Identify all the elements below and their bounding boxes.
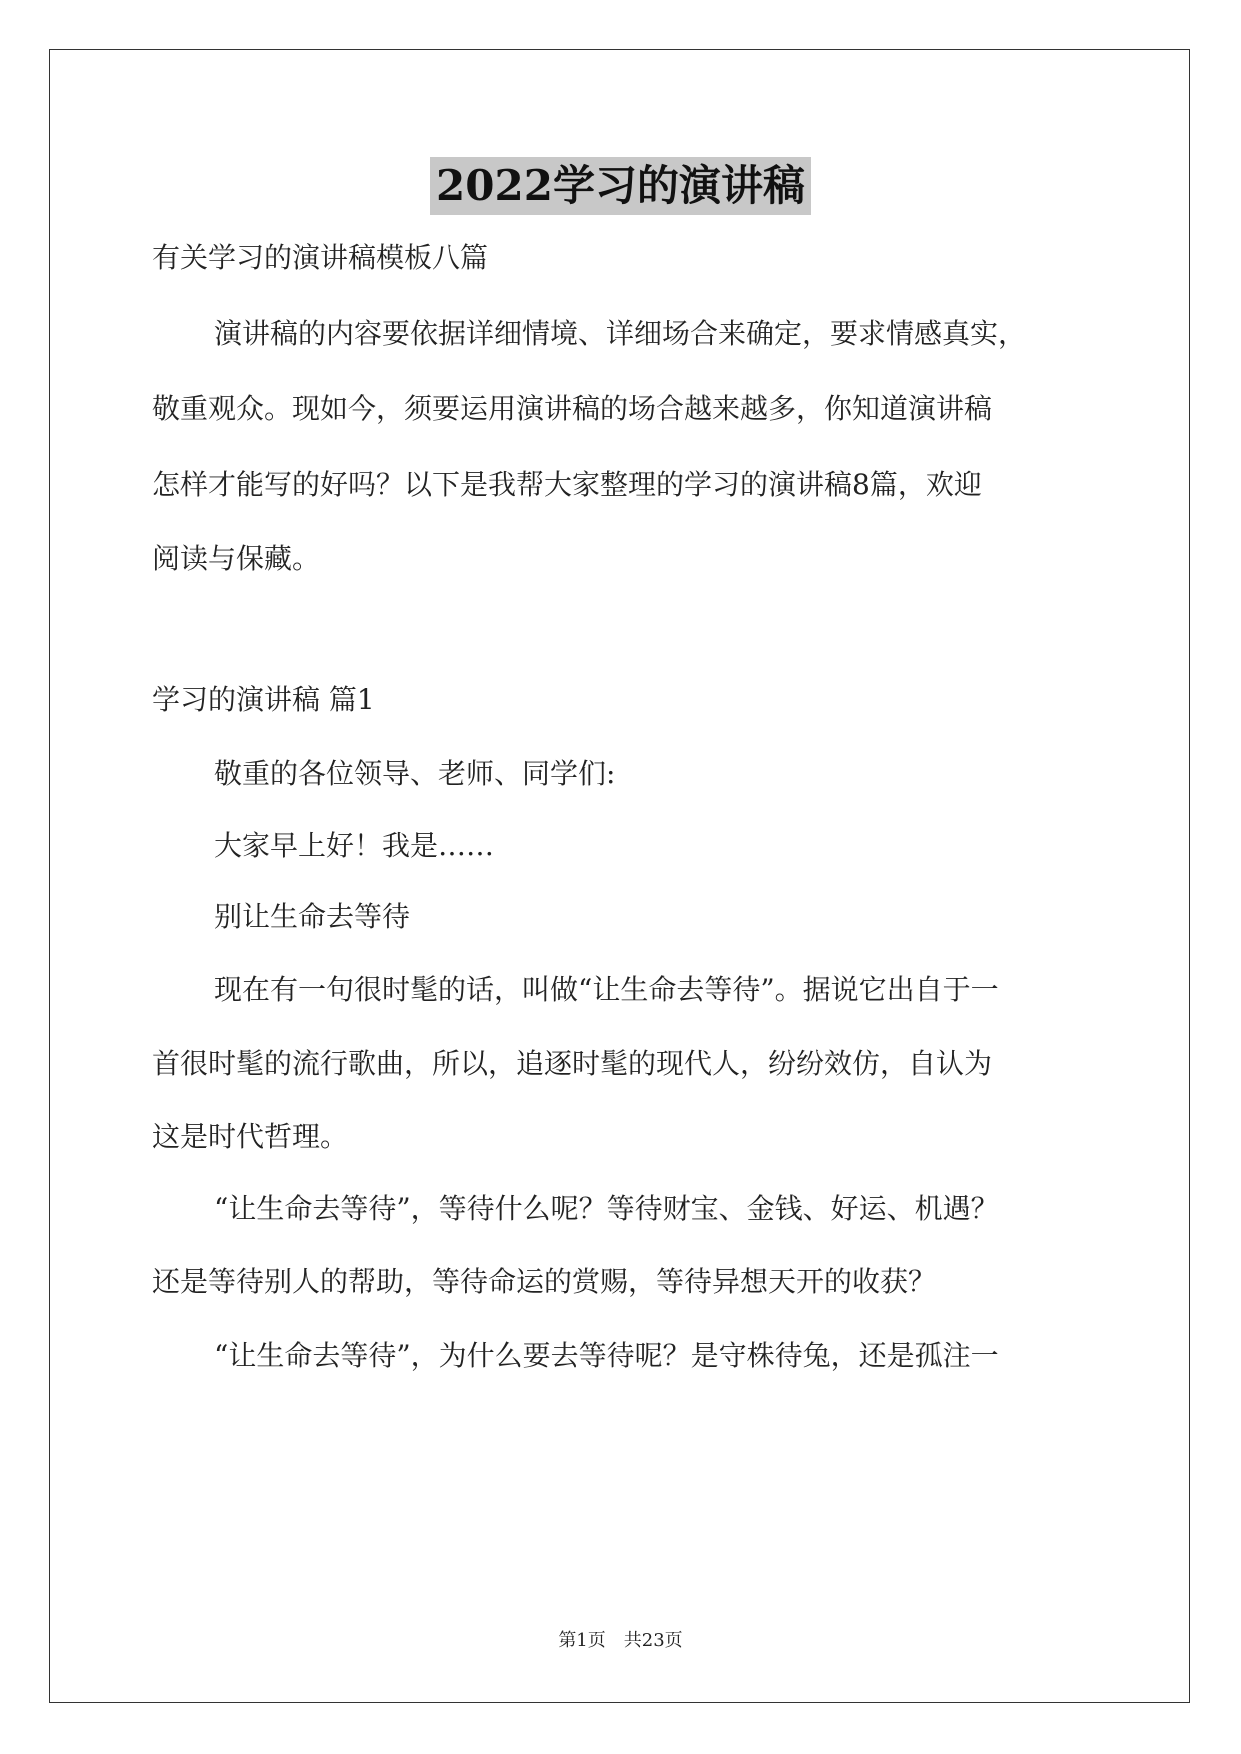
subtitle-line: 有关学习的演讲稿模板八篇: [152, 241, 489, 274]
paragraph-line: 这是时代哲理。: [152, 1120, 349, 1153]
paragraph-line: 阅读与保藏。: [152, 542, 321, 575]
paragraph-line: 演讲稿的内容要依据详细情境、详细场合来确定，要求情感真实，: [214, 317, 1027, 350]
title-container: [0, 157, 1241, 215]
page-border: [49, 49, 1190, 1703]
paragraph-line: 大家早上好！我是……: [214, 829, 495, 862]
page-footer: 第1页 共23页: [558, 1630, 683, 1651]
paragraph-line: “让生命去等待”，为什么要去等待呢？是守株待兔，还是孤注一: [214, 1339, 999, 1372]
paragraph-line: 首很时髦的流行歌曲，所以，追逐时髦的现代人，纷纷效仿，自认为: [152, 1047, 993, 1080]
document-title: 2022学习的演讲稿: [430, 157, 811, 215]
paragraph-line: 敬重观众。现如今，须要运用演讲稿的场合越来越多，你知道演讲稿: [152, 392, 993, 425]
paragraph-line: 还是等待别人的帮助，等待命运的赏赐，等待异想天开的收获？: [152, 1265, 937, 1298]
paragraph-line: 现在有一句很时髦的话，叫做“让生命去等待”。据说它出自于一: [214, 973, 999, 1006]
paragraph-line: 敬重的各位领导、老师、同学们:: [214, 757, 616, 790]
paragraph-line: 怎样才能写的好吗？以下是我帮大家整理的学习的演讲稿8篇，欢迎: [152, 468, 982, 501]
paragraph-line: “让生命去等待”，等待什么呢？等待财宝、金钱、好运、机遇？: [214, 1192, 999, 1225]
paragraph-line: 别让生命去等待: [214, 900, 411, 933]
section-heading: 学习的演讲稿 篇1: [152, 683, 375, 716]
